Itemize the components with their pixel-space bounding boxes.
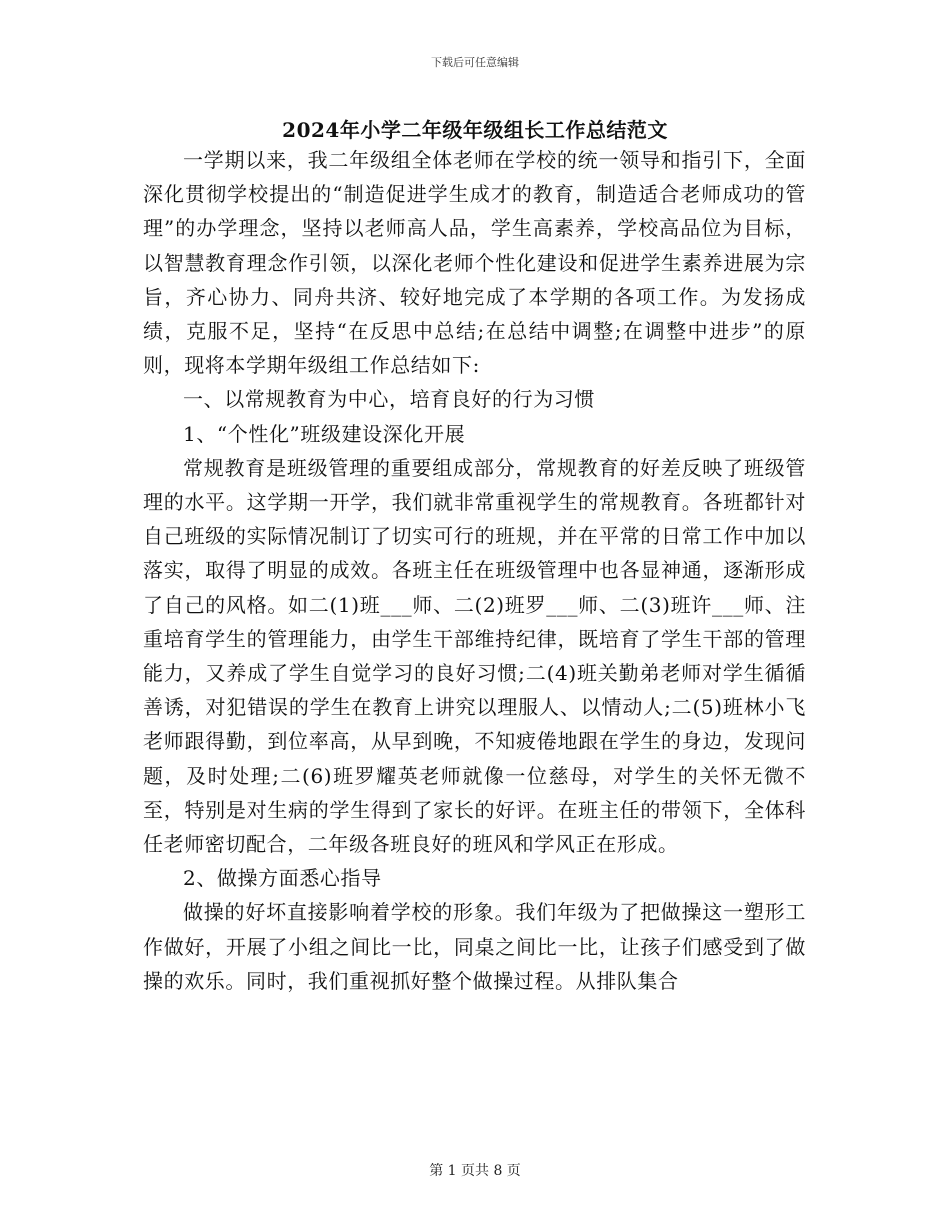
document-body bbox=[143, 143, 806, 998]
page-number-footer: 第 1 页共 8 页 bbox=[429, 1163, 521, 1179]
subsection-heading-1-2: 2、做操方面悉心指导 bbox=[183, 866, 382, 891]
section-heading-1: 一、以常规教育为中心，培育良好的行为习惯 bbox=[183, 387, 595, 412]
paragraph-exercise-guidance: 做操的好坏直接影响着学校的形象。我们年级为了把做操这一塑形工作做好，开展了小组之间比一比，同桌之间比一比，让孩子们感受到了做操的欢乐。同时，我们重视抓好整个做操过程。从排队集合 bbox=[143, 900, 806, 993]
page-header-note: 下载后可任意编辑 bbox=[431, 56, 519, 69]
subsection-heading-1-1: 1、“个性化”班级建设深化开展 bbox=[183, 421, 466, 446]
paragraph-routine-education: 常规教育是班级管理的重要组成部分，常规教育的好差反映了班级管理的水平。这学期一开学，我们就非常重视学生的常规教育。各班都针对自己班级的实际情况制订了切实可行的班规，并在平常的日常工作中加以落实，取得了明显的成效。各班主任在班级管理中也各显神通，逐渐形成了自己的风格。如二(1)班___师、二(2)班罗___师、二(3)班许___师、注重培育学生的管理能力，由学生干部维持纪律，既培育了学生干部的管理能力，又养成了学生自觉学习的良好习惯;二(4)班关勤弟老师对学生循循善诱，对犯错误的学生在教育上讲究以理服人、以情动人;二(5)班林小飞老师跟得勤，到位率高，从早到晚，不知疲倦地跟在学生的身边，发现问题，及时处理;二(6)班罗耀英老师就像一位慈母，对学生的关怀无微不至，特别是对生病的学生得到了家长的好评。在班主任的带领下，全体科任老师密切配合，二年级各班良好的班风和学风正在形成。 bbox=[143, 455, 806, 857]
paragraph-intro: 一学期以来，我二年级组全体老师在学校的统一领导和指引下，全面深化贯彻学校提出的“制造促进学生成才的教育，制造适合老师成功的管理”的办学理念，坚持以老师高人品，学生高素养，学校高品位为目标，以智慧教育理念作引领，以深化老师个性化建设和促进学生素养进展为宗旨，齐心协力、同舟共济、较好地完成了本学期的各项工作。为发扬成绩，克服不足，坚持“在反思中总结;在总结中调整;在调整中进步”的原则，现将本学期年级组工作总结如下: bbox=[143, 148, 806, 378]
document-title: 2024年小学二年级年级组长工作总结范文 bbox=[282, 118, 668, 142]
